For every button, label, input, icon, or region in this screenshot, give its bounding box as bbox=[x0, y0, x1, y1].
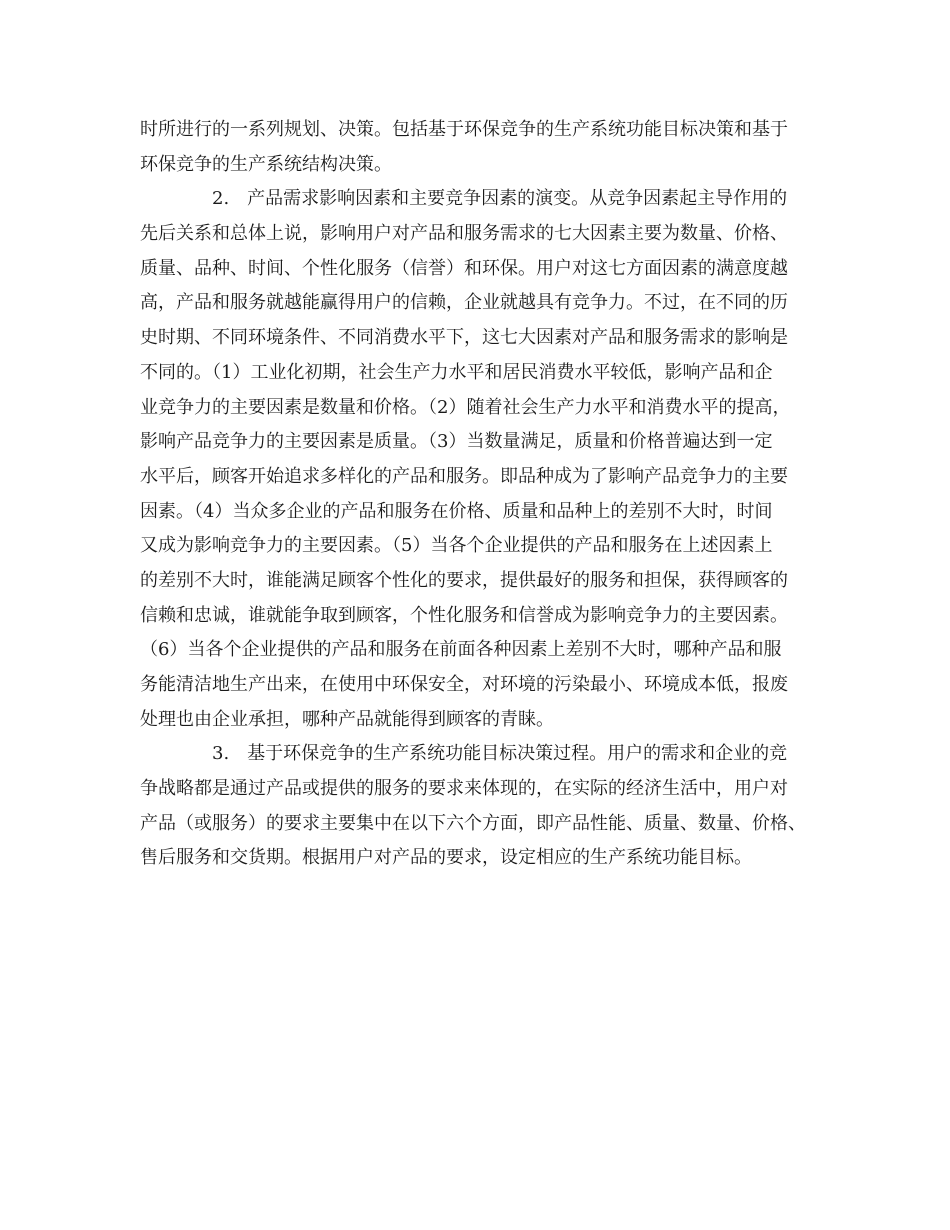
text-line: 史时期、不同环境条件、不同消费水平下，这七大因素对产品和服务需求的影响是 bbox=[140, 327, 788, 349]
text-line: 又成为影响竞争力的主要因素。（5）当各个企业提供的产品和服务在上述因素上 bbox=[140, 535, 773, 557]
text-line: 信赖和忠诚，谁就能争取到顾客，个性化服务和信誉成为影响竞争力的主要因素。 bbox=[140, 604, 788, 626]
text-line: 务能清洁地生产出来，在使用中环保安全，对环境的污染最小、环境成本低，报废 bbox=[140, 674, 788, 695]
text-line: 高，产品和服务就越能赢得用户的信赖，企业就越具有竞争力。不过，在不同的历 bbox=[140, 292, 788, 314]
text-line: 因素。（4）当众多企业的产品和服务在价格、质量和品种上的差别不大时，时间 bbox=[140, 500, 773, 522]
text-line: 不同的。（1）工业化初期，社会生产力水平和居民消费水平较低，影响产品和企 bbox=[140, 361, 773, 383]
paragraph-3-first-line: 3. 基于环保竞争的生产系统功能目标决策过程。用户的需求和企业的竞 bbox=[212, 743, 788, 765]
text-line: （6）当各个企业提供的产品和服务在前面各种因素上差别不大时，哪种产品和服 bbox=[140, 639, 782, 661]
text-line: 售后服务和交货期。根据用户对产品的要求，设定相应的生产系统功能目标。 bbox=[140, 847, 752, 869]
text-line: 业竞争力的主要因素是数量和价格。（2）随着社会生产力水平和消费水平的提高， bbox=[140, 396, 791, 418]
text-line: 水平后，顾客开始追求多样化的产品和服务。即品种成为了影响产品竞争力的主要 bbox=[140, 465, 788, 487]
text-line: 争战略都是通过产品或提供的服务的要求来体现的，在实际的经济生活中，用户对 bbox=[140, 778, 788, 800]
text-line: 环保竞争的生产系统结构决策。 bbox=[140, 153, 392, 175]
text-line: 质量、品种、时间、个性化服务（信誉）和环保。用户对这七方面因素的满意度越 bbox=[140, 257, 788, 279]
document-body bbox=[140, 113, 830, 876]
text-line: 先后关系和总体上说，影响用户对产品和服务需求的七大因素主要为数量、价格、 bbox=[140, 223, 788, 245]
text-line: 时所进行的一系列规划、决策。包括基于环保竞争的生产系统功能目标决策和基于 bbox=[140, 119, 788, 140]
text-line: 的差别不大时，谁能满足顾客个性化的要求，提供最好的服务和担保，获得顾客的 bbox=[140, 569, 788, 591]
text-line: 产品（或服务）的要求主要集中在以下六个方面，即产品性能、质量、数量、价格、 bbox=[140, 812, 806, 834]
paragraph-2-first-line: 2. 产品需求影响因素和主要竞争因素的演变。从竞争因素起主导作用的 bbox=[212, 188, 788, 210]
text-line: 处理也由企业承担，哪种产品就能得到顾客的青睐。 bbox=[140, 708, 554, 730]
text-line: 影响产品竞争力的主要因素是质量。（3）当数量满足，质量和价格普遍达到一定 bbox=[140, 431, 773, 453]
